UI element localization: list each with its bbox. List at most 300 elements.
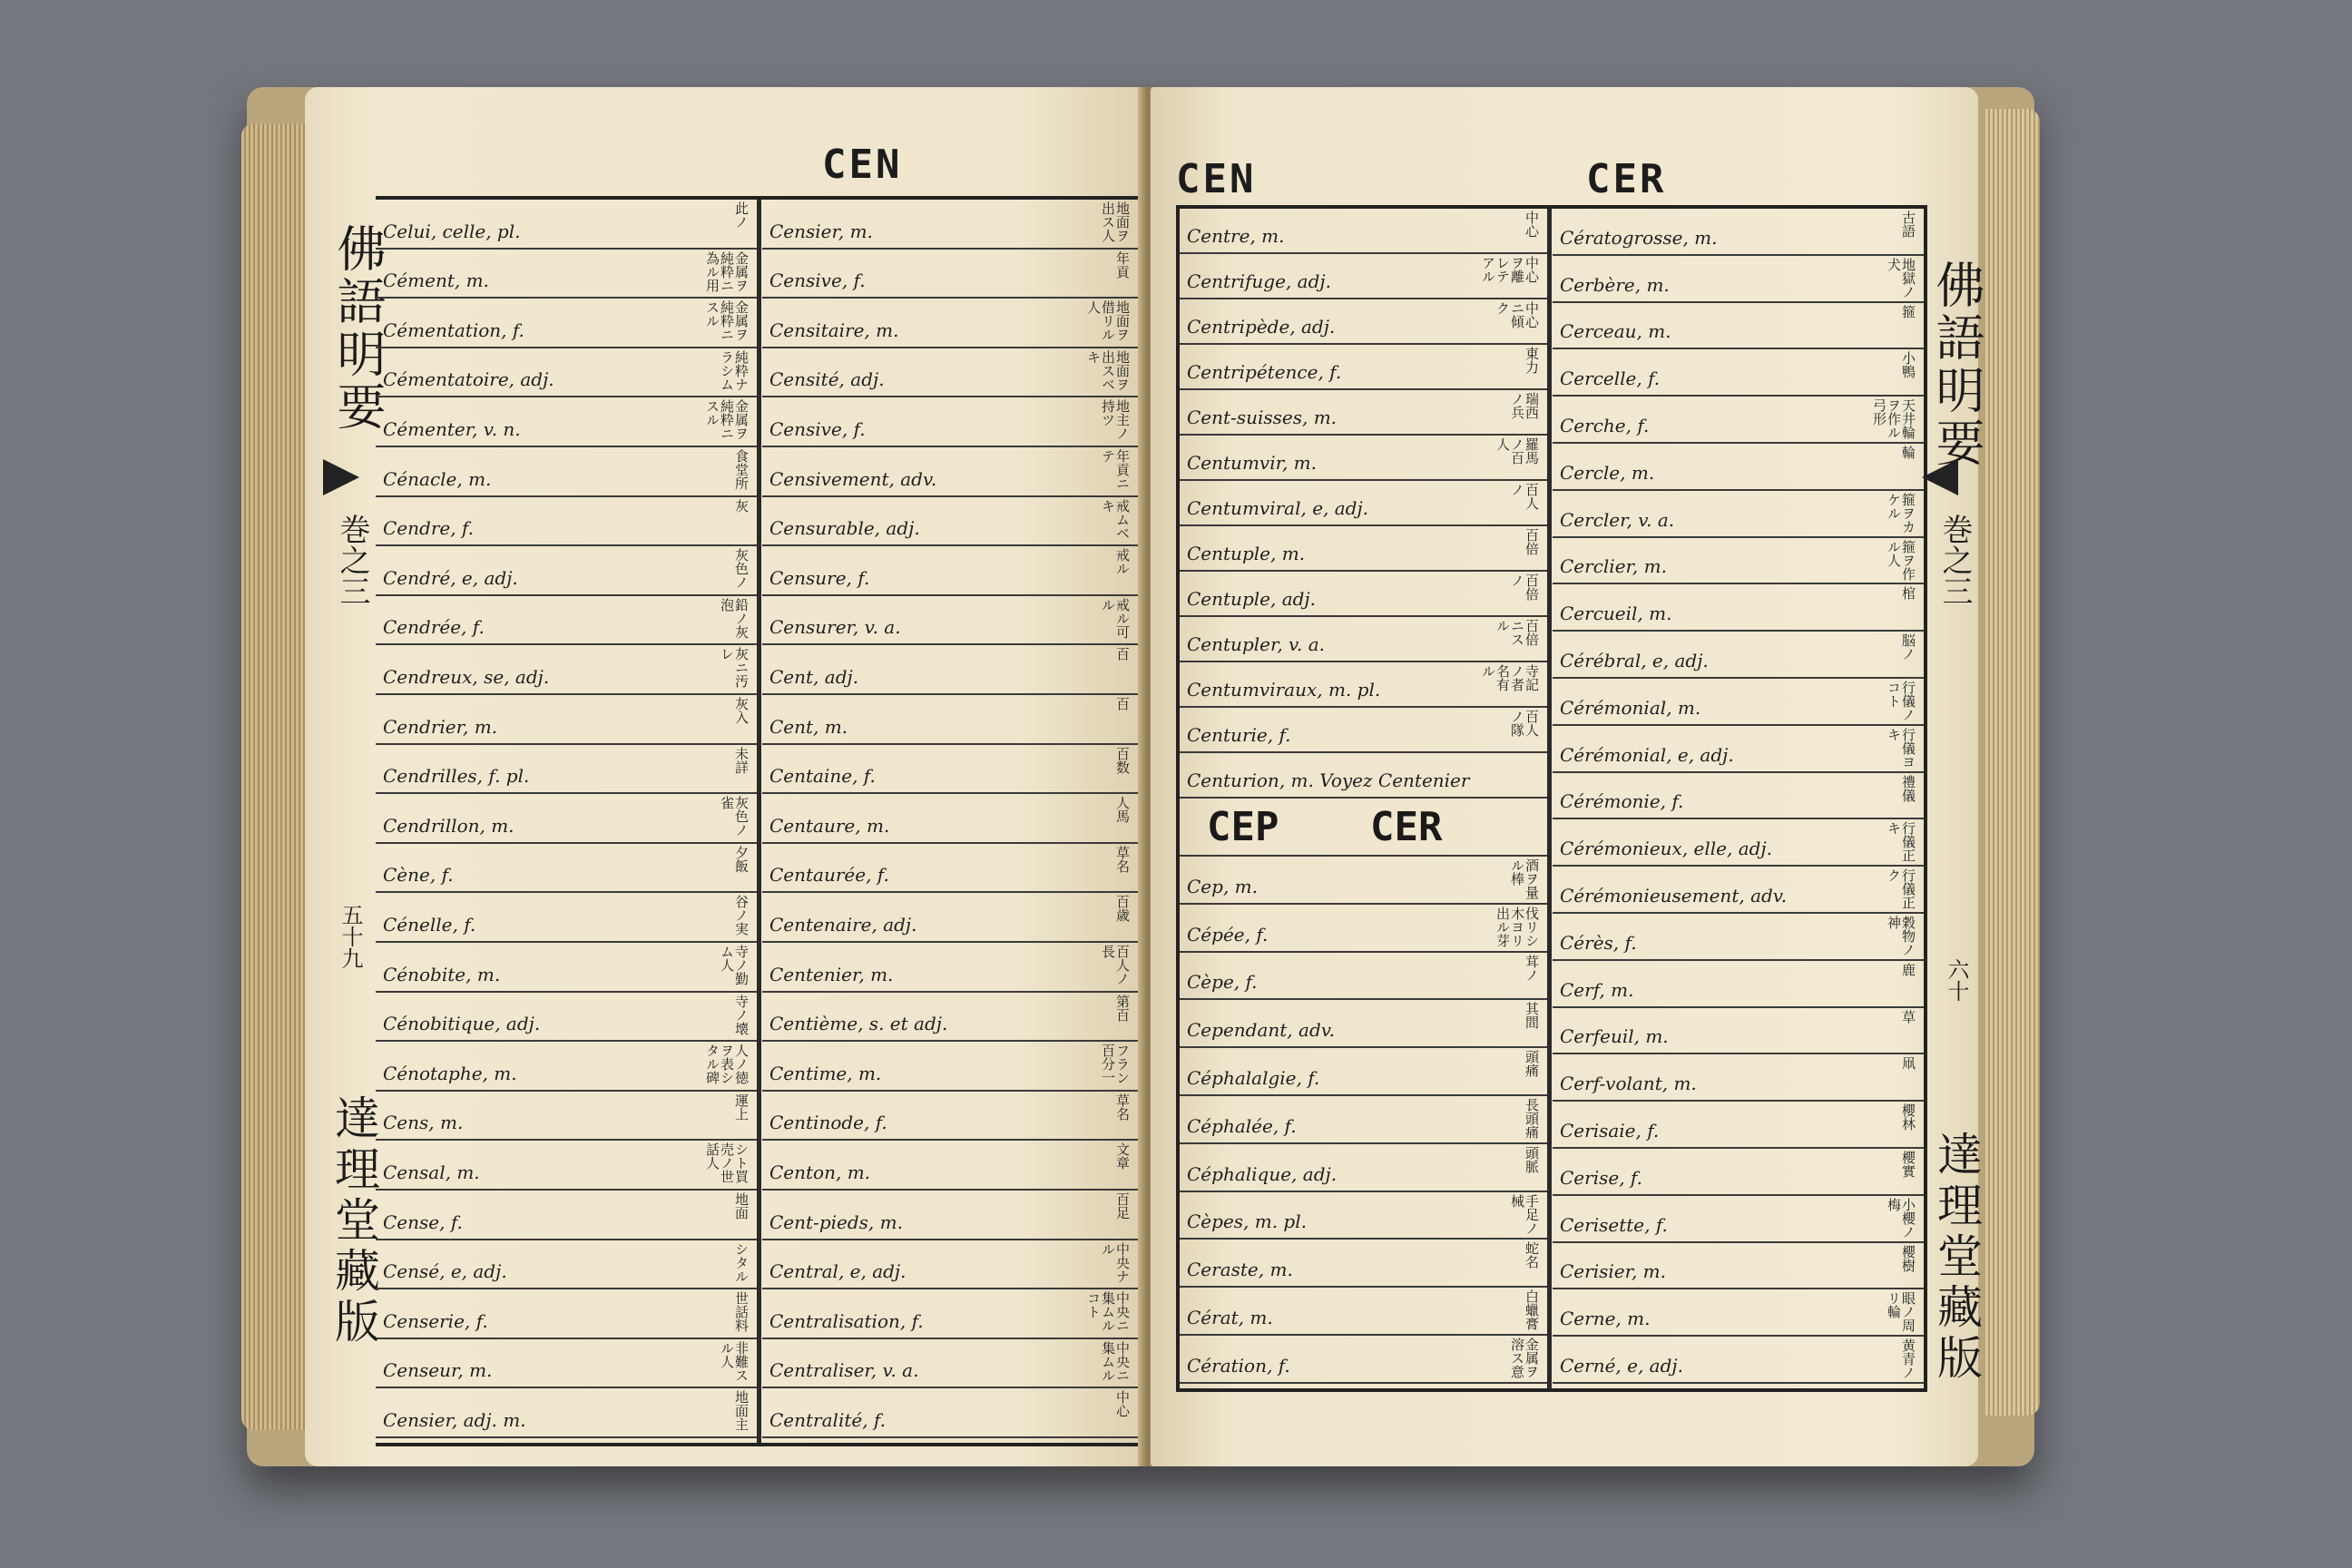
entry-headword: Cerise, f. [1560,1166,1642,1189]
dictionary-entry [1553,726,1924,773]
dictionary-entry [376,794,757,844]
entry-headword: Cèpes, m. pl. [1187,1210,1307,1233]
entry-headword: Censé, e, adj. [383,1260,507,1283]
entry-gloss: 世話料 [733,1291,748,1333]
entry-headword: Censeur, m. [383,1359,493,1382]
dictionary-entry [376,1141,757,1191]
entry-gloss: 茸ノ [1524,954,1538,982]
entry-headword: Cense, f. [383,1210,463,1233]
entry-gloss: 禮儀 [1900,774,1915,802]
right-column-1 [1180,209,1547,1388]
entry-gloss: 非難スル人 [719,1340,748,1382]
entry-gloss: 地面主 [733,1390,748,1432]
dictionary-entry [1180,345,1547,390]
entry-gloss: 手足ノ械 [1509,1193,1538,1235]
dictionary-entry [376,1388,757,1438]
entry-gloss: シタル [733,1241,748,1283]
dictionary-entry [1553,961,1924,1008]
dictionary-entry [376,397,757,447]
entry-gloss: 伐リシ木ヨリ出ル芽 [1494,906,1538,947]
right-page [1151,87,1985,1466]
dictionary-entry [762,844,1138,894]
entry-gloss: 灰色ノ雀 [719,796,748,838]
entry-gloss: 地面ヲ借リル人 [1085,300,1129,342]
dictionary-entry [1180,209,1547,254]
entry-gloss: 灰ニ汚レ [719,647,748,689]
dictionary-entry [762,596,1138,646]
entry-gloss: 戒ムベキ [1100,498,1129,540]
entry-headword: Cérémonial, m. [1560,696,1701,719]
open-book [247,87,2034,1466]
entry-gloss: 第百 [1114,994,1129,1022]
entry-headword: Centinode, f. [769,1112,887,1134]
section-heading [1180,799,1547,857]
entry-headword: Cèpe, f. [1187,971,1258,994]
entry-headword: Cépée, f. [1187,923,1269,946]
left-page-frame [376,196,1142,1446]
dictionary-entry [1180,617,1547,662]
entry-headword: Censitaire, m. [769,318,899,341]
dictionary-entry [376,200,757,250]
entry-headword: Cénotaphe, m. [383,1062,517,1084]
entry-headword: Cerfeuil, m. [1560,1025,1669,1048]
dictionary-entry [762,1141,1138,1191]
entry-gloss: 中央ニ集ムル [1100,1340,1129,1382]
entry-gloss: 金属ヲ純粋ニスル [704,300,748,342]
entry-gloss: 地獄ノ犬 [1886,257,1915,299]
entry-gloss: 棺 [1900,586,1915,601]
entry-gloss: 羅馬ノ百人 [1494,437,1538,465]
dictionary-entry [1553,1102,1924,1149]
entry-headword: Censurer, v. a. [769,616,901,639]
entry-headword: Cendrier, m. [383,715,498,738]
entry-gloss: 瑞西ノ兵 [1509,392,1538,419]
entry-gloss: 頭痛 [1524,1050,1538,1078]
entry-gloss: 食堂所 [733,449,748,490]
entry-gloss: 純粋ナラシム [719,349,748,391]
right-page-frame [1176,205,1927,1392]
entry-gloss: 鹿 [1900,962,1915,976]
entry-gloss: 黄青ノ [1900,1338,1915,1380]
dictionary-entry [1180,1336,1547,1384]
left-side-volume: 巻之三 [334,514,370,606]
entry-headword: Centralité, f. [769,1408,886,1431]
dictionary-entry [1553,256,1924,303]
entry-headword: Centuple, adj. [1187,588,1316,610]
entry-headword: Censivement, adv. [769,467,937,490]
entry-headword: Cémentatoire, adj. [383,368,554,391]
entry-gloss: 脳ノ [1900,633,1915,662]
entry-headword: Cérès, f. [1560,931,1637,954]
entry-gloss: 酒ヲ量ル棒 [1509,858,1538,899]
entry-headword: Censier, m. [769,220,873,242]
dictionary-entry [762,893,1138,943]
dictionary-entry [1553,679,1924,726]
entry-headword: Centrifuge, adj. [1187,270,1331,292]
dictionary-entry [1180,390,1547,436]
entry-headword: Cérébral, e, adj. [1560,649,1709,671]
dictionary-entry [1553,584,1924,632]
dictionary-entry [1180,708,1547,753]
dictionary-entry [762,348,1138,398]
entry-headword: Centuple, m. [1187,543,1306,564]
dictionary-entry [1553,491,1924,538]
entry-gloss: 白蠟膏 [1524,1289,1538,1331]
entry-headword: Centaure, m. [769,814,890,837]
entry-headword: Censerie, f. [383,1309,488,1332]
entry-gloss: 櫻樹 [1900,1244,1915,1272]
entry-gloss: 百歳 [1114,895,1129,923]
left-page-header: CEN [822,142,903,188]
entry-gloss: 運上 [733,1093,748,1121]
dictionary-entry [376,1289,757,1339]
entry-headword: Centralisation, f. [769,1309,924,1332]
entry-gloss: 蛇名 [1524,1241,1538,1269]
dictionary-entry [1553,1196,1924,1243]
right-side-volume: 巻之三 [1936,514,1973,606]
entry-gloss: 小鴨 [1900,351,1915,379]
entry-gloss: 寺ノ勤ム人 [719,945,748,985]
dictionary-entry [762,943,1138,993]
dictionary-entry [1553,867,1924,914]
entry-gloss: 行儀正ク [1886,868,1915,910]
entry-gloss: 凧 [1900,1056,1915,1071]
entry-gloss: 櫻林 [1900,1103,1915,1132]
dictionary-entry [1553,538,1924,585]
entry-headword: Centime, m. [769,1062,882,1084]
entry-headword: Cerclier, m. [1560,555,1667,578]
entry-gloss: 灰 [733,498,748,513]
dictionary-entry [762,497,1138,547]
entry-gloss: 灰色ノ [733,548,748,590]
entry-gloss: 其間 [1524,1002,1538,1030]
entry-headword: Central, e, adj. [769,1260,906,1283]
entry-headword: Censive, f. [769,417,866,440]
entry-gloss: 灰入 [733,697,748,724]
right-side-marker [1922,459,1958,495]
entry-gloss: 年貢ニテ [1100,449,1129,490]
entry-gloss: 箍ヲカケル [1886,492,1915,534]
entry-gloss: 中心 [1114,1390,1129,1418]
dictionary-entry [762,794,1138,844]
dictionary-entry [1180,1192,1547,1240]
entry-gloss: 谷ノ実 [733,895,748,936]
page-edges-right [1985,109,2040,1416]
dictionary-entry [762,1289,1138,1339]
entry-headword: Centenaire, adj. [769,913,917,936]
entry-gloss: 金属ヲ純粋ニ為ル用 [704,250,748,292]
dictionary-entry [376,645,757,695]
entry-gloss: フラン百分一 [1100,1044,1129,1085]
entry-gloss: 人馬 [1114,796,1129,824]
dictionary-entry [376,1092,757,1142]
dictionary-entry [376,447,757,497]
entry-headword: Cendrilles, f. pl. [383,765,530,788]
entry-headword: Cérémonie, f. [1560,790,1684,813]
entry-headword: Cercler, v. a. [1560,508,1675,531]
entry-gloss: 長頭痛 [1524,1098,1538,1139]
entry-headword: Cément, m. [383,270,489,292]
entry-gloss: 百倍 [1524,528,1538,555]
dictionary-entry [1180,905,1547,953]
column-divider [1547,209,1552,1388]
entry-gloss: 百人ノ隊 [1509,710,1538,737]
dictionary-entry [1180,1048,1547,1096]
dictionary-entry [1180,1144,1547,1192]
entry-headword: Cerisaie, f. [1560,1119,1660,1142]
entry-headword: Cénacle, m. [383,467,492,490]
entry-gloss: 箍ヲ作ル人 [1886,539,1915,581]
dictionary-entry [376,943,757,993]
entry-gloss: 寺記ノ者名有ル [1480,664,1538,691]
entry-gloss: 百 [1114,697,1129,710]
entry-headword: Cent, adj. [769,665,859,688]
entry-gloss: 金属ヲ溶ス意 [1509,1338,1538,1378]
entry-headword: Cération, f. [1187,1354,1290,1377]
dictionary-entry [1180,953,1547,1001]
entry-headword: Cendrillon, m. [383,814,514,837]
entry-gloss: 行儀ヨキ [1886,727,1915,769]
entry-headword: Cémentation, f. [383,318,524,341]
dictionary-entry [1553,349,1924,397]
dictionary-entry [762,993,1138,1043]
entry-gloss: 中央ナル [1100,1241,1129,1283]
entry-gloss: 戒ル可ル [1100,597,1129,639]
entry-headword: Cerisier, m. [1560,1260,1666,1283]
entry-headword: Centripétence, f. [1187,361,1342,383]
dictionary-entry [1180,299,1547,345]
dictionary-entry [1180,857,1547,905]
right-page-header-left: CEN [1176,156,1257,202]
dictionary-entry [376,745,757,795]
entry-headword: Censure, f. [769,566,870,589]
dictionary-entry [376,695,757,745]
entry-gloss: 中心ヲ離レテアル [1480,256,1538,283]
right-column-1-bottom [1180,857,1547,1388]
entry-headword: Céphalique, adj. [1187,1162,1338,1185]
entry-headword: Cerisette, f. [1560,1213,1668,1236]
dictionary-entry [1180,254,1547,299]
dictionary-entry [1553,303,1924,350]
entry-headword: Cerné, e, adj. [1560,1354,1683,1377]
dictionary-entry [1180,1288,1547,1336]
entry-gloss: 中心 [1524,211,1538,238]
entry-headword: Centenier, m. [769,963,894,985]
dictionary-entry [376,993,757,1043]
entry-gloss: 此ノ [733,201,748,229]
entry-gloss: 金属ヲ純粋ニスル [704,399,748,441]
entry-gloss: 櫻實 [1900,1151,1915,1178]
dictionary-entry [376,250,757,299]
dictionary-entry [376,1191,757,1240]
entry-gloss: 未詳 [733,746,748,774]
entry-gloss: 地面 [733,1192,748,1220]
dictionary-entry [762,546,1138,596]
right-side-title: 佛語明要 [1928,260,1985,470]
dictionary-entry [762,1191,1138,1240]
entry-headword: Céphalalgie, f. [1187,1066,1320,1089]
entry-headword: Cerf-volant, m. [1560,1073,1697,1095]
right-side-folio: 六十 [1944,958,1967,1002]
dictionary-entry [376,1339,757,1389]
entry-headword: Censier, adj. m. [383,1408,526,1431]
page-edges-left [241,123,305,1430]
entry-headword: Cérat, m. [1187,1306,1273,1328]
dictionary-entry [376,1042,757,1092]
right-publisher: 達理堂藏版 [1930,1131,1983,1385]
entry-headword: Censive, f. [769,270,866,292]
dictionary-entry [1180,753,1547,799]
left-column-1 [376,200,757,1443]
dictionary-entry [1553,819,1924,867]
dictionary-entry [762,695,1138,745]
entry-gloss: 箍 [1900,304,1915,318]
entry-gloss: 行儀正キ [1886,821,1915,863]
dictionary-entry [762,397,1138,447]
entry-gloss: 夕飯 [733,845,748,873]
dictionary-entry [1553,1289,1924,1337]
entry-headword: Celui, celle, pl. [383,220,521,242]
dictionary-entry [762,745,1138,795]
entry-gloss: 地面ヲ出スベキ [1085,349,1129,391]
entry-headword: Centurion, m. Voyez Centenier [1187,769,1470,791]
entry-gloss: シト買売ノ世話人 [704,1142,748,1184]
dictionary-entry [1553,444,1924,491]
entry-headword: Cératogrosse, m. [1560,226,1718,249]
section-heading-cep: CEP [1207,804,1279,850]
entry-headword: Cendre, f. [383,517,474,540]
dictionary-entry [1180,662,1547,708]
dictionary-entry [376,596,757,646]
dictionary-entry [1180,526,1547,572]
dictionary-entry [1180,436,1547,481]
right-column-2 [1553,209,1924,1388]
entry-gloss: 百数 [1114,746,1129,774]
dictionary-entry [1553,773,1924,820]
entry-headword: Cerche, f. [1560,414,1650,436]
entry-gloss: 百 [1114,647,1129,662]
entry-headword: Censité, adj. [769,368,885,391]
dictionary-entry [1180,572,1547,617]
dictionary-entry [1553,397,1924,444]
entry-headword: Cerf, m. [1560,978,1634,1001]
entry-headword: Cercelle, f. [1560,368,1661,390]
entry-gloss: 地主ノ持ツ [1100,399,1129,441]
entry-headword: Cens, m. [383,1112,464,1134]
section-heading-cer: CER [1370,804,1443,850]
entry-gloss: 中央ニ集ムルコト [1085,1291,1129,1333]
entry-gloss: 頭脈 [1524,1145,1538,1173]
entry-gloss: 百倍ニスル [1494,619,1538,646]
entry-headword: Centripède, adj. [1187,316,1336,338]
entry-gloss: 戒ル [1114,548,1129,576]
entry-headword: Centurie, f. [1187,724,1291,746]
entry-headword: Cendré, e, adj. [383,566,518,589]
left-page [305,87,1145,1466]
dictionary-entry [762,1240,1138,1290]
entry-headword: Centon, m. [769,1161,871,1183]
dictionary-entry [376,1240,757,1290]
dictionary-entry [1553,1337,1924,1384]
entry-headword: Cendrée, f. [383,616,485,639]
dictionary-entry [1180,481,1547,526]
left-side-folio: 五十九 [338,904,361,969]
entry-gloss: 年貢 [1114,250,1129,279]
entry-gloss: 鉛ノ灰泡 [719,597,748,639]
entry-headword: Cependant, adv. [1187,1019,1336,1042]
entry-gloss: 百人ノ長 [1100,945,1129,985]
dictionary-entry [762,1339,1138,1389]
entry-headword: Cerbère, m. [1560,273,1670,296]
entry-gloss: 草 [1900,1009,1915,1024]
entry-gloss: 古語 [1900,211,1915,238]
dictionary-entry [376,348,757,398]
dictionary-entry [762,299,1138,348]
entry-headword: Cérémonial, e, adj. [1560,743,1734,766]
dictionary-entry [376,299,757,348]
dictionary-entry [762,1092,1138,1142]
entry-headword: Céphalée, f. [1187,1114,1297,1137]
entry-gloss: 人ノ徳ヲ表シタル碑 [704,1044,748,1085]
dictionary-entry [1553,1054,1924,1102]
dictionary-entry [762,645,1138,695]
entry-gloss: 穀物ノ神 [1886,916,1915,956]
entry-gloss: 百人ノ [1509,483,1538,510]
entry-headword: Cénobitique, adj. [383,1013,541,1035]
entry-headword: Centumviraux, m. pl. [1187,679,1381,701]
left-column-2 [762,200,1138,1443]
dictionary-entry [762,1042,1138,1092]
left-side-title: 佛語明要 [329,223,387,434]
entry-headword: Cent-pieds, m. [769,1210,903,1233]
entry-headword: Centaine, f. [769,765,876,788]
dictionary-entry [376,893,757,943]
entry-headword: Centraliser, v. a. [769,1359,919,1382]
entry-headword: Censal, m. [383,1161,480,1183]
entry-gloss: 地面ヲ出ス人 [1100,201,1129,242]
entry-headword: Centre, m. [1187,225,1285,247]
entry-headword: Centupler, v. a. [1187,633,1325,655]
entry-headword: Cène, f. [383,864,454,887]
entry-gloss: 文章 [1114,1142,1129,1171]
entry-headword: Cerne, m. [1560,1308,1651,1330]
entry-headword: Cénobite, m. [383,963,501,985]
column-divider [757,200,761,1443]
right-page-header-right: CER [1586,156,1667,202]
entry-headword: Centième, s. et adj. [769,1013,948,1035]
dictionary-entry [1553,1243,1924,1290]
entry-headword: Cercle, m. [1560,461,1655,484]
entry-headword: Centumviral, e, adj. [1187,497,1369,519]
entry-headword: Cémenter, v. n. [383,417,521,440]
dictionary-entry [1553,1008,1924,1055]
entry-headword: Cendreux, se, adj. [383,665,550,688]
entry-headword: Cénelle, f. [383,913,476,936]
entry-headword: Censurable, adj. [769,517,920,540]
entry-gloss: 小櫻ノ梅 [1886,1197,1915,1239]
entry-gloss: 天井輪ヲ作ル弓形 [1871,398,1915,440]
entry-headword: Cent, m. [769,715,848,738]
dictionary-entry [376,546,757,596]
dictionary-entry [1553,632,1924,679]
entry-headword: Centumvir, m. [1187,452,1317,474]
right-column-1-top [1180,209,1547,799]
entry-gloss [1524,755,1538,795]
entry-headword: Cérémonieusement, adv. [1560,884,1788,906]
entry-gloss: 草名 [1114,845,1129,873]
dictionary-entry [762,200,1138,250]
dictionary-entry [1553,1149,1924,1196]
